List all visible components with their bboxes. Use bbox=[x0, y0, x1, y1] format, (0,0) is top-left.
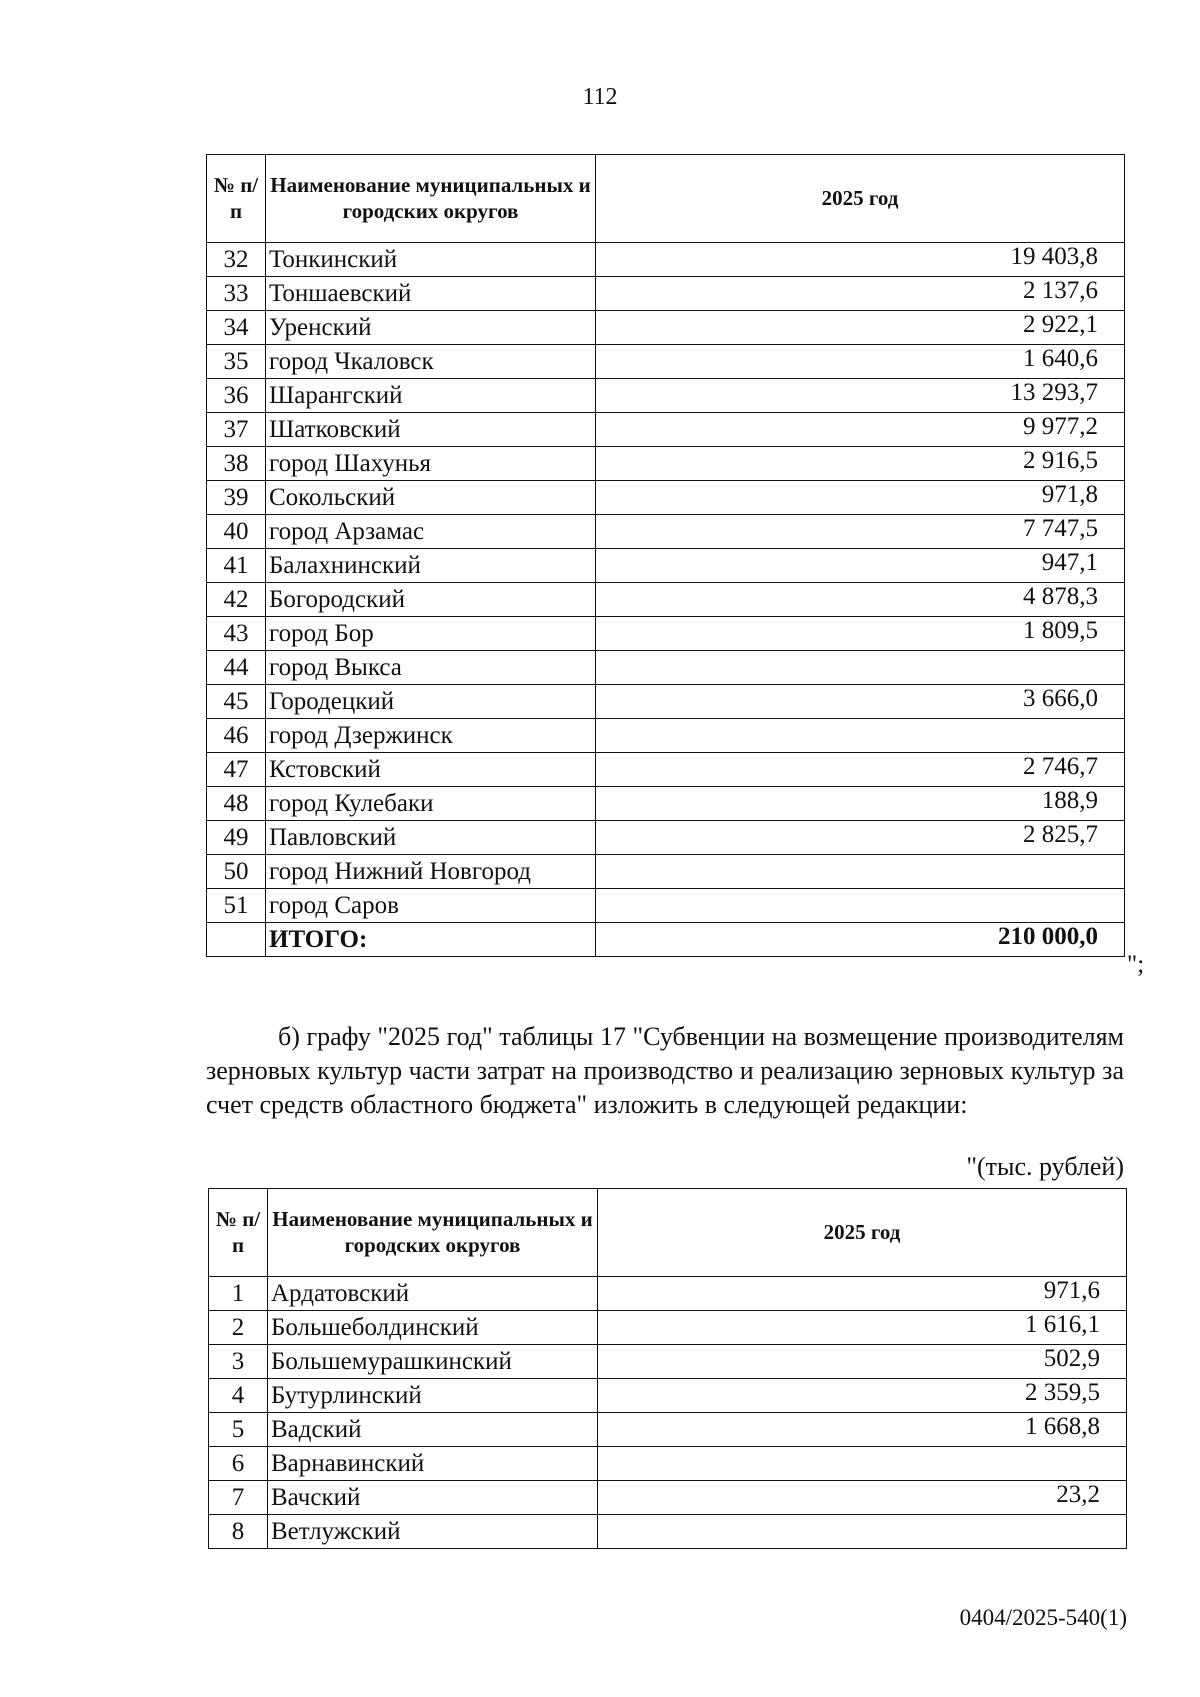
table-row bbox=[207, 651, 1125, 685]
row-number: 33 bbox=[207, 277, 266, 311]
row-number: 43 bbox=[207, 617, 266, 651]
amount-value: 7 747,5 bbox=[596, 515, 1125, 549]
amount-value: 1 616,1 bbox=[598, 1311, 1127, 1345]
row-number: 35 bbox=[207, 345, 266, 379]
table-row bbox=[207, 345, 1125, 379]
amount-value: 3 666,0 bbox=[596, 685, 1125, 719]
amount-value: 9 977,2 bbox=[596, 413, 1125, 447]
row-number: 50 bbox=[207, 855, 266, 889]
amount-value bbox=[596, 889, 1125, 923]
row-number: 7 bbox=[209, 1481, 268, 1515]
table-row bbox=[207, 311, 1125, 345]
amount-value: 2 137,6 bbox=[596, 277, 1125, 311]
municipality-name: Сокольский bbox=[266, 481, 596, 515]
amount-value: 502,9 bbox=[598, 1345, 1127, 1379]
amount-value bbox=[596, 719, 1125, 753]
municipality-name: Балахнинский bbox=[266, 549, 596, 583]
table-row bbox=[207, 685, 1125, 719]
municipality-name: город Шахунья bbox=[266, 447, 596, 481]
amount-value: 1 809,5 bbox=[596, 617, 1125, 651]
row-number: 2 bbox=[209, 1311, 268, 1345]
municipality-name: Большемурашкинский bbox=[268, 1345, 598, 1379]
table-row bbox=[209, 1413, 1127, 1447]
municipality-name: Вадский bbox=[268, 1413, 598, 1447]
subvention-table-continued bbox=[206, 154, 1125, 957]
row-number: 51 bbox=[207, 889, 266, 923]
total-label: ИТОГО: bbox=[266, 923, 596, 957]
header-number: № п/п bbox=[209, 1189, 268, 1277]
row-number: 42 bbox=[207, 583, 266, 617]
table-row bbox=[207, 787, 1125, 821]
header-municipality: Наименование муниципальных и городских округов bbox=[268, 1189, 598, 1277]
amount-value: 13 293,7 bbox=[596, 379, 1125, 413]
amount-value bbox=[596, 651, 1125, 685]
amount-value: 947,1 bbox=[596, 549, 1125, 583]
table-row bbox=[207, 481, 1125, 515]
page-number: 112 bbox=[582, 84, 618, 110]
table-row bbox=[207, 719, 1125, 753]
municipality-name: Бутурлинский bbox=[268, 1379, 598, 1413]
table-row bbox=[209, 1311, 1127, 1345]
row-number: 41 bbox=[207, 549, 266, 583]
amount-value: 2 916,5 bbox=[596, 447, 1125, 481]
table-header-row bbox=[209, 1189, 1127, 1277]
row-number: 40 bbox=[207, 515, 266, 549]
municipality-name: Городецкий bbox=[266, 685, 596, 719]
municipality-name: Уренский bbox=[266, 311, 596, 345]
instruction-paragraph: б) графу "2025 год" таблицы 17 "Субвенции на возмещение производителям зерновых культур части затрат на производство и реализацию зерновых культур за счет средств областного бюджета" изложить в следующей редакции: bbox=[206, 1022, 1124, 1119]
header-number: № п/п bbox=[207, 155, 266, 243]
municipality-name: Кстовский bbox=[266, 753, 596, 787]
amount-value: 23,2 bbox=[598, 1481, 1127, 1515]
municipality-name: город Арзамас bbox=[266, 515, 596, 549]
amount-value: 1 640,6 bbox=[596, 345, 1125, 379]
amount-value: 4 878,3 bbox=[596, 583, 1125, 617]
table-row bbox=[209, 1481, 1127, 1515]
table-header-row bbox=[207, 155, 1125, 243]
table-row bbox=[207, 583, 1125, 617]
municipality-name: Ардатовский bbox=[268, 1277, 598, 1311]
grain-subvention-table bbox=[208, 1188, 1127, 1549]
table-row bbox=[207, 617, 1125, 651]
table-row bbox=[207, 821, 1125, 855]
amount-value bbox=[596, 855, 1125, 889]
amount-value: 188,9 bbox=[596, 787, 1125, 821]
municipality-name: Вачский bbox=[268, 1481, 598, 1515]
amount-value: 971,6 bbox=[598, 1277, 1127, 1311]
row-number: 6 bbox=[209, 1447, 268, 1481]
header-year: 2025 год bbox=[596, 155, 1125, 243]
row-number: 32 bbox=[207, 243, 266, 277]
row-number: 49 bbox=[207, 821, 266, 855]
row-number: 3 bbox=[209, 1345, 268, 1379]
row-number: 36 bbox=[207, 379, 266, 413]
closing-quote: "; bbox=[1127, 951, 1145, 978]
municipality-name: город Саров bbox=[266, 889, 596, 923]
table-row bbox=[207, 413, 1125, 447]
table-row bbox=[207, 549, 1125, 583]
row-number: 8 bbox=[209, 1515, 268, 1549]
amount-value: 2 922,1 bbox=[596, 311, 1125, 345]
row-number: 46 bbox=[207, 719, 266, 753]
amount-value bbox=[598, 1515, 1127, 1549]
table-row bbox=[207, 889, 1125, 923]
municipality-name: Ветлужский bbox=[268, 1515, 598, 1549]
table-row bbox=[209, 1345, 1127, 1379]
amount-value: 2 746,7 bbox=[596, 753, 1125, 787]
table-row bbox=[207, 753, 1125, 787]
table-row bbox=[207, 447, 1125, 481]
table-row bbox=[209, 1277, 1127, 1311]
amount-value: 2 825,7 bbox=[596, 821, 1125, 855]
table-row bbox=[209, 1379, 1127, 1413]
header-municipality: Наименование муниципальных и городских округов bbox=[266, 155, 596, 243]
table-row bbox=[207, 855, 1125, 889]
row-number: 45 bbox=[207, 685, 266, 719]
row-number: 37 bbox=[207, 413, 266, 447]
table-row bbox=[207, 379, 1125, 413]
municipality-name: город Дзержинск bbox=[266, 719, 596, 753]
header-year: 2025 год bbox=[598, 1189, 1127, 1277]
municipality-name: Тонкинский bbox=[266, 243, 596, 277]
amount-value: 2 359,5 bbox=[598, 1379, 1127, 1413]
row-number: 4 bbox=[209, 1379, 268, 1413]
municipality-name: Павловский bbox=[266, 821, 596, 855]
table-row bbox=[207, 515, 1125, 549]
table-row bbox=[209, 1447, 1127, 1481]
table-row bbox=[209, 1515, 1127, 1549]
row-number: 34 bbox=[207, 311, 266, 345]
total-number-cell bbox=[207, 923, 266, 957]
row-number: 38 bbox=[207, 447, 266, 481]
unit-note: "(тыс. рублей) bbox=[966, 1152, 1124, 1181]
municipality-name: Большеболдинский bbox=[268, 1311, 598, 1345]
table-body bbox=[207, 243, 1125, 957]
municipality-name: город Нижний Новгород bbox=[266, 855, 596, 889]
amount-value: 971,8 bbox=[596, 481, 1125, 515]
table-body bbox=[209, 1277, 1127, 1549]
total-row bbox=[207, 923, 1125, 957]
row-number: 5 bbox=[209, 1413, 268, 1447]
municipality-name: Шарангский bbox=[266, 379, 596, 413]
municipality-name: Богородский bbox=[266, 583, 596, 617]
municipality-name: город Бор bbox=[266, 617, 596, 651]
amount-value: 19 403,8 bbox=[596, 243, 1125, 277]
amount-value: 1 668,8 bbox=[598, 1413, 1127, 1447]
row-number: 39 bbox=[207, 481, 266, 515]
municipality-name: Варнавинский bbox=[268, 1447, 598, 1481]
row-number: 47 bbox=[207, 753, 266, 787]
municipality-name: город Кулебаки bbox=[266, 787, 596, 821]
row-number: 44 bbox=[207, 651, 266, 685]
table-row bbox=[207, 243, 1125, 277]
municipality-name: город Выкса bbox=[266, 651, 596, 685]
amount-value bbox=[598, 1447, 1127, 1481]
document-code: 0404/2025-540(1) bbox=[959, 1605, 1127, 1630]
row-number: 48 bbox=[207, 787, 266, 821]
table-row bbox=[207, 277, 1125, 311]
municipality-name: Тоншаевский bbox=[266, 277, 596, 311]
municipality-name: город Чкаловск bbox=[266, 345, 596, 379]
row-number: 1 bbox=[209, 1277, 268, 1311]
municipality-name: Шатковский bbox=[266, 413, 596, 447]
total-value: 210 000,0 bbox=[596, 923, 1125, 957]
